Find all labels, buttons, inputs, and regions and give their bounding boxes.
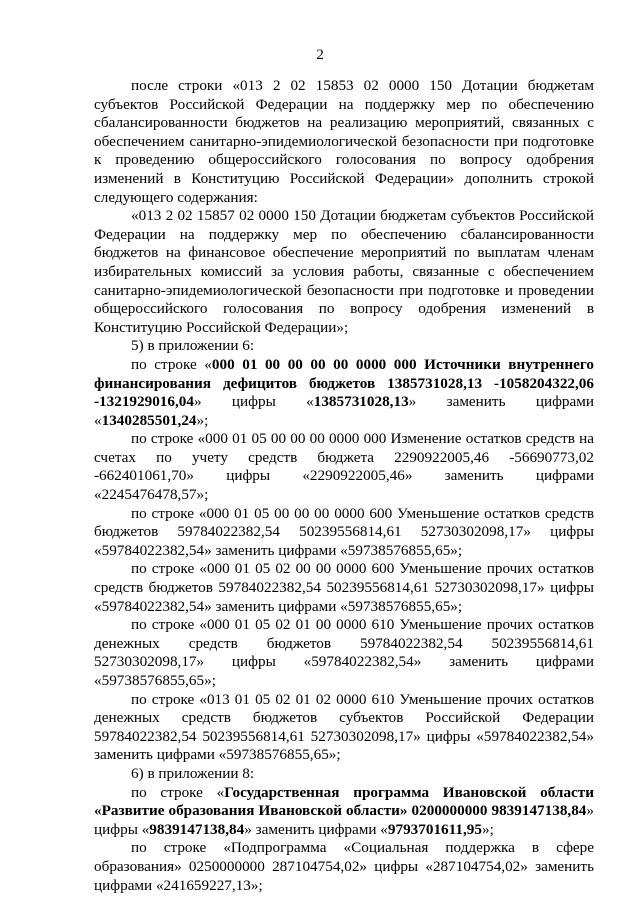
bold-fragment: 9839147138,84: [149, 820, 245, 838]
text-fragment: по строке «: [131, 355, 212, 373]
text-fragment: »;: [196, 411, 209, 429]
bold-fragment: Государственная программа Ивановской области «Развитие образования Ивановской области» 0200000000 9839147138,84: [94, 783, 594, 820]
paragraph-appendix-8-heading: 6) в приложении 8:: [131, 764, 255, 782]
text-fragment: » заменить цифрами «: [94, 393, 594, 429]
text-fragment: » цифры «: [193, 393, 314, 411]
paragraph-decrease-other-funds: по строке «000 01 05 02 00 00 0000 600 Уменьшение прочих остатков средств бюджетов 59784022382,54 50239556814,61 52730302098,17» цифры «59784022382,54» заменить цифрами «59738576855,65»;: [94, 560, 594, 615]
document-body: [94, 77, 594, 895]
paragraph-social-support-subprogram: по строке «Подпрограмма «Социальная поддержка в сфере образования» 0250000000 287104754,02» цифры «287104754,02» заменить цифрами «241659227,13»;: [94, 839, 594, 894]
bold-fragment: 1340285501,24: [101, 411, 197, 429]
paragraph-sources-financing: [94, 356, 594, 430]
paragraph-decrease-other-cash: по строке «000 01 05 02 01 00 0000 610 Уменьшение прочих остатков денежных средств бюджетов 59784022382,54 50239556814,61 52730302098,17» цифры «59784022382,54» заменить цифрами «59738576855,65»;: [94, 616, 594, 689]
text-fragment: » заменить цифрами «: [244, 820, 388, 838]
bold-fragment: 000 01 00 00 00 00 0000 000 Источники внутреннего финансирования дефицитов бюджетов 1385731028,13 -1058204322,06 -1321929016,04: [94, 355, 594, 411]
bold-fragment: 1385731028,13: [313, 393, 409, 411]
paragraph-after-line: после строки «013 2 02 15853 02 0000 150 Дотации бюджетам субъектов Российской Федерации на поддержку мер по обеспечению сбалансированности бюджетов на реализацию мероприятий, связанных с обеспечением санитарно-эпидемиологической безопасности при подготовке к проведению общероссийского голосования по вопросу одобрения изменений в Конституцию Российской Федерации» дополнить строкой следующего содержания:: [94, 77, 594, 206]
paragraph-decrease-other-cash-regions: по строке «013 01 05 02 01 02 0000 610 Уменьшение прочих остатков денежных средств бюджетов субъектов Российской Федерации 59784022382,54 50239556814,61 52730302098,17» цифры «59784022382,54» заменить цифрами «59738576855,65»;: [94, 690, 594, 764]
paragraph-new-line-content: «013 2 02 15857 02 0000 150 Дотации бюджетам субъектов Российской Федерации на поддержку мер по обеспечению сбалансированности бюджетов на финансовое обеспечение мероприятий по выплатам членам избирательных комиссий за условия работы, связанные с обеспечением санитарно-эпидемиологической безопасности при подготовке и проведении общероссийского голосования по вопросу одобрения изменений в Конституцию Российской Федерации»;: [94, 207, 594, 336]
paragraph-education-program: [94, 784, 594, 840]
text-fragment: »;: [481, 820, 494, 838]
page-number: 2: [316, 46, 324, 63]
paragraph-decrease-funds: по строке «000 01 05 00 00 00 0000 600 Уменьшение остатков средств бюджетов 59784022382,54 50239556814,61 52730302098,17» цифры «59784022382,54» заменить цифрами «59738576855,65»;: [94, 504, 594, 559]
paragraph-balance-change: по строке «000 01 05 00 00 00 0000 000 Изменение остатков средств на счетах по учету средств бюджета 2290922005,46 -56690773,02 -662401061,70» цифры «2290922005,46» заменить цифрами «2245476478,57»;: [94, 430, 594, 504]
bold-fragment: 9793701611,95: [387, 820, 482, 838]
text-fragment: по строке «: [131, 783, 225, 801]
paragraph-appendix-6-heading: 5) в приложении 6:: [131, 337, 255, 355]
text-fragment: » цифры «: [94, 802, 594, 838]
